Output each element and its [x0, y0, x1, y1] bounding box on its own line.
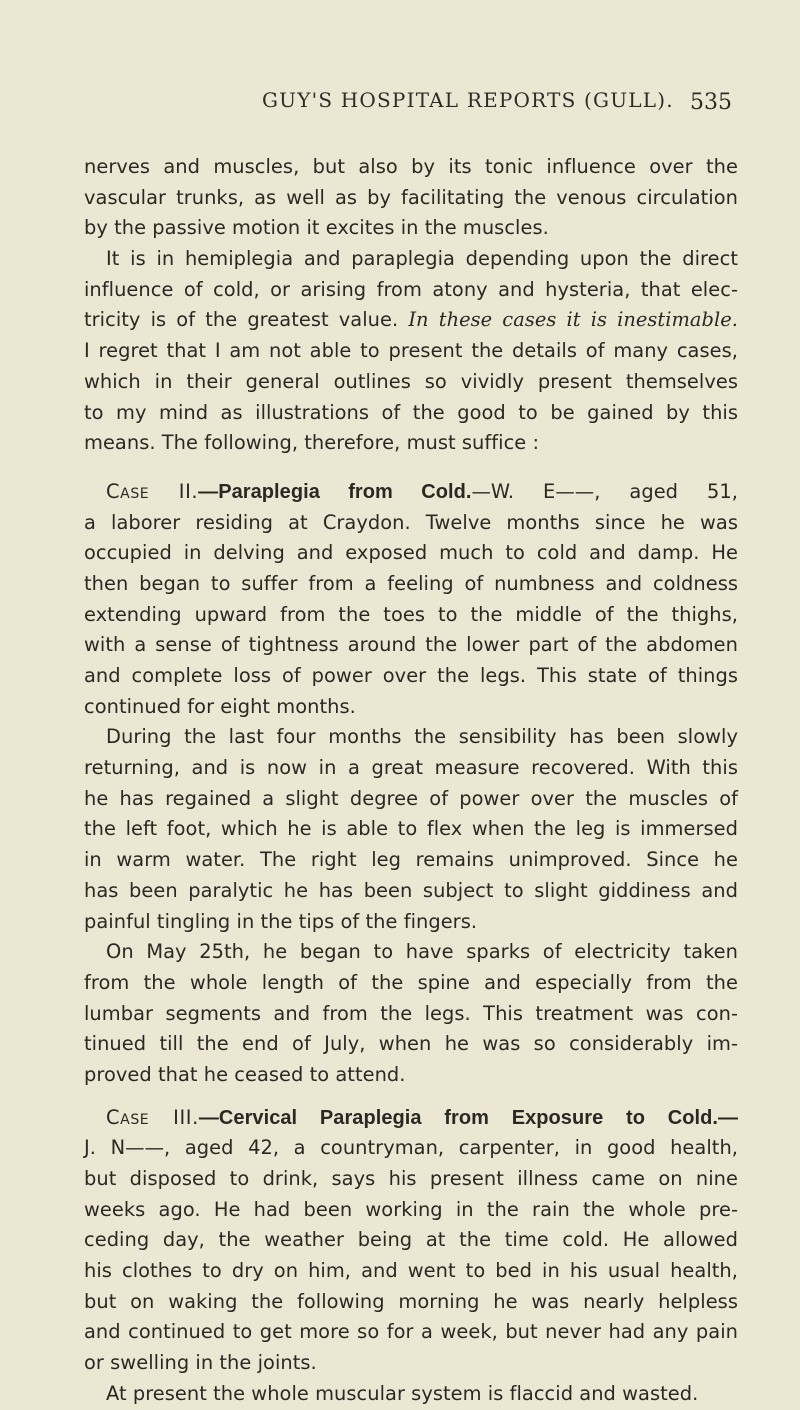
text-line: During the last four months the sensibility has been slowly	[106, 725, 738, 749]
text-line: to my mind as illustrations of the good to be gained by this	[84, 400, 738, 424]
text-line: he has regained a slight degree of power over the muscles of	[84, 786, 738, 810]
text-line: J. N——, aged 42, a countryman, carpenter, in good health,	[84, 1136, 738, 1160]
running-head: GUY'S HOSPITAL REPORTS (GULL).	[262, 88, 674, 112]
text-line: proved that he ceased to attend.	[84, 1062, 406, 1086]
page-header	[60, 88, 740, 128]
page-number: 535	[690, 90, 732, 115]
text-segment: —W. E——, aged 51,	[471, 479, 738, 503]
text-line: extending upward from the toes to the middle of the thighs,	[84, 602, 738, 626]
text-line: weeks ago. He had been working in the rain the whole pre-	[84, 1197, 738, 1221]
text-line: has been paralytic he has been subject to slight giddiness and	[84, 878, 738, 902]
text-line: At present the whole muscular system is flaccid and wasted.	[106, 1381, 699, 1405]
text-line: On May 25th, he began to have sparks of electricity taken	[106, 940, 738, 964]
body-text	[84, 152, 738, 1410]
text-line: painful tingling in the tips of the fingers.	[84, 909, 478, 933]
text-line: by the passive motion it excites in the muscles.	[84, 216, 549, 240]
text-line: which in their general outlines so vividly present themselves	[84, 369, 738, 393]
text-line: ceding day, the weather being at the time cold. He allowed	[84, 1228, 738, 1252]
case-label: Case II.	[106, 479, 199, 503]
case-heading-line	[84, 1103, 738, 1134]
text-line: but disposed to drink, says his present illness came on nine	[84, 1167, 738, 1190]
text-line: or swelling in the joints.	[84, 1351, 317, 1375]
text-line: continued for eight months.	[84, 694, 356, 718]
text-line: returning, and is now in a great measure recovered. With this	[84, 756, 738, 780]
text-line: vascular trunks, as well as by facilitating the venous circulation	[84, 185, 738, 209]
text-line: nerves and muscles, but also by its tonic influence over the	[84, 155, 738, 178]
text-line: It is in hemiplegia and paraplegia depending upon the direct	[106, 247, 738, 271]
case-title: —Cervical Paraplegia from Exposure to Cold.—	[198, 1106, 738, 1129]
paragraph-gap	[84, 1091, 738, 1103]
text-line: occupied in delving and exposed much to cold and damp. He	[84, 541, 738, 565]
paragraph-gap	[84, 459, 738, 477]
text-line: the left foot, which he is able to flex when the leg is immersed	[84, 817, 738, 841]
text-segment: tricity is of the greatest value.	[84, 308, 399, 332]
text-line: means. The following, therefore, must suffice :	[84, 431, 540, 455]
italic-emphasis: In these cases it is inestimable.	[408, 308, 738, 332]
text-line: then began to suffer from a feeling of numbness and coldness	[84, 571, 738, 595]
text-line: with a sense of tightness around the lower part of the abdomen	[84, 633, 738, 657]
text-line: tinued till the end of July, when he was so considerably im-	[84, 1032, 738, 1056]
text-line: in warm water. The right leg remains unimproved. Since he	[84, 848, 738, 872]
text-line: and complete loss of power over the legs. This state of things	[84, 664, 738, 687]
text-line: his clothes to dry on him, and went to bed in his usual health,	[84, 1259, 738, 1283]
text-line: but on waking the following morning he was nearly helpless	[84, 1289, 738, 1313]
case-label: Case III.	[106, 1105, 199, 1129]
text-line: from the whole length of the spine and especially from the	[84, 970, 738, 994]
text-line: influence of cold, or arising from atony and hysteria, that elec-	[84, 277, 738, 301]
text-line: a laborer residing at Craydon. Twelve months since he was	[84, 510, 738, 534]
case-heading-line	[84, 477, 738, 508]
text-line: I regret that I am not able to present the details of many cases,	[84, 339, 738, 363]
case-title: —Paraplegia from Cold.	[198, 480, 472, 503]
text-line: and continued to get more so for a week, but never had any pain	[84, 1320, 738, 1344]
text-line: lumbar segments and from the legs. This treatment was con-	[84, 1001, 738, 1025]
text-line	[84, 305, 738, 336]
